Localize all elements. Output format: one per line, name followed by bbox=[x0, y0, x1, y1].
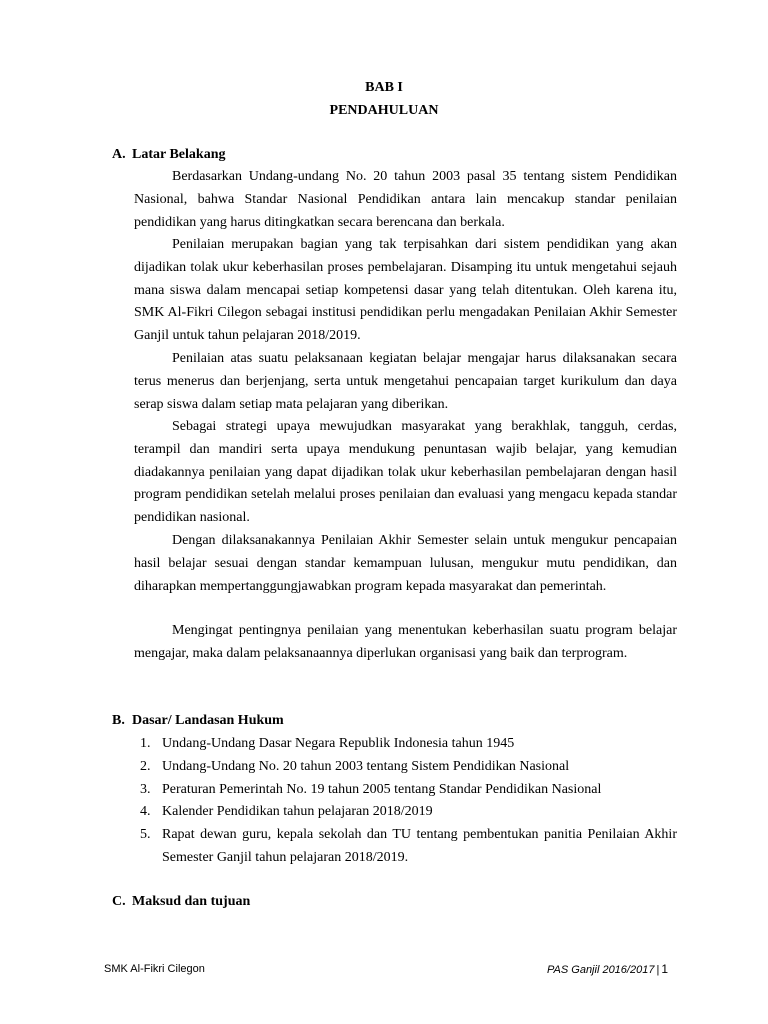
paragraph-6: Mengingat pentingnya penilaian yang menentukan keberhasilan suatu program belajar mengajar, maka dalam pelaksanaannya diperlukan organisasi yang baik dan terprogram. bbox=[134, 623, 677, 661]
list-item: 5. Rapat dewan guru, kepala sekolah dan TU tentang pembentukan panitia Penilaian Akhir Semester Ganjil tahun pelajaran 2018/2019. bbox=[140, 827, 677, 865]
paragraph-1: Berdasarkan Undang-undang No. 20 tahun 2003 pasal 35 tentang sistem Pendidikan Nasional, bahwa Standar Nasional Pendidikan antara lain mencakup standar penilaian pendidikan yang harus ditingkatkan secara berencana dan berkala. bbox=[134, 169, 677, 230]
section-b-letter: B. bbox=[112, 713, 125, 728]
list-item: 3. Peraturan Pemerintah No. 19 tahun 2005 tentang Standar Pendidikan Nasional bbox=[140, 781, 602, 797]
section-a-letter: A. bbox=[112, 147, 126, 162]
paragraph-5: Dengan dilaksanakannya Penilaian Akhir Semester selain untuk mengukur pencapaian hasil belajar sesuai dengan standar kemampuan lulusan, mengukur mutu pendidikan, dan diharapkan mempertanggungjawabkan program kepada masyarakat dan pemerintah. bbox=[134, 533, 677, 594]
footer-doc-title: PAS Ganjil 2016/2017 bbox=[547, 964, 655, 976]
paragraph-4: Sebagai strategi upaya mewujudkan masyarakat yang berakhlak, tangguh, cerdas, terampil dan mandiri serta upaya mendukung penuntasan wajib belajar, yang kemudian diadakannya penilaian yang dapat dijadikan tolak ukur keberhasilan pembelajaran dengan hasil program pendidikan setelah melalui proses penilaian dan evaluasi yang mengacu kepada standar pendidikan nasional. bbox=[134, 419, 677, 526]
list-item: 1. Undang-Undang Dasar Negara Republik Indonesia tahun 1945 bbox=[140, 736, 515, 751]
footer-separator: | bbox=[656, 964, 660, 976]
footer-school-name: SMK Al-Fikri Cilegon bbox=[104, 963, 205, 975]
paragraph-3: Penilaian atas suatu pelaksanaan kegiatan belajar mengajar harus dilaksanakan secara terus menerus dan berjenjang, serta untuk mengetahui pencapaian target kurikulum dan daya serap siswa dalam setiap mata pelajaran yang diberikan. bbox=[134, 351, 677, 412]
footer-page-info bbox=[547, 962, 668, 976]
section-c-letter: C. bbox=[112, 894, 126, 909]
list-item: 2. Undang-Undang No. 20 tahun 2003 tentang Sistem Pendidikan Nasional bbox=[140, 758, 570, 774]
list-item: 4. Kalender Pendidikan tahun pelajaran 2018/2019 bbox=[140, 804, 433, 820]
chapter-title: PENDAHULUAN bbox=[329, 103, 439, 118]
section-c-title: Maksud dan tujuan bbox=[132, 894, 251, 909]
section-b-title: Dasar/ Landasan Hukum bbox=[132, 713, 284, 728]
chapter-number: BAB I bbox=[365, 80, 403, 95]
section-a-title: Latar Belakang bbox=[132, 147, 226, 162]
paragraph-2: Penilaian merupakan bagian yang tak terpisahkan dari sistem pendidikan yang akan dijadikan tolak ukur keberhasilan proses pembelajaran. Disamping itu untuk mengetahui sejauh mana siswa dalam mencapai setiap kompetensi dasar yang telah ditentukan. Oleh karena itu, SMK Al-Fikri Cilegon sebagai institusi pendidikan perlu mengadakan Penilaian Akhir Semester Ganjil untuk tahun pelajaran 2018/2019. bbox=[134, 237, 677, 344]
legal-basis-list bbox=[134, 733, 677, 870]
page-number: 1 bbox=[661, 962, 668, 976]
